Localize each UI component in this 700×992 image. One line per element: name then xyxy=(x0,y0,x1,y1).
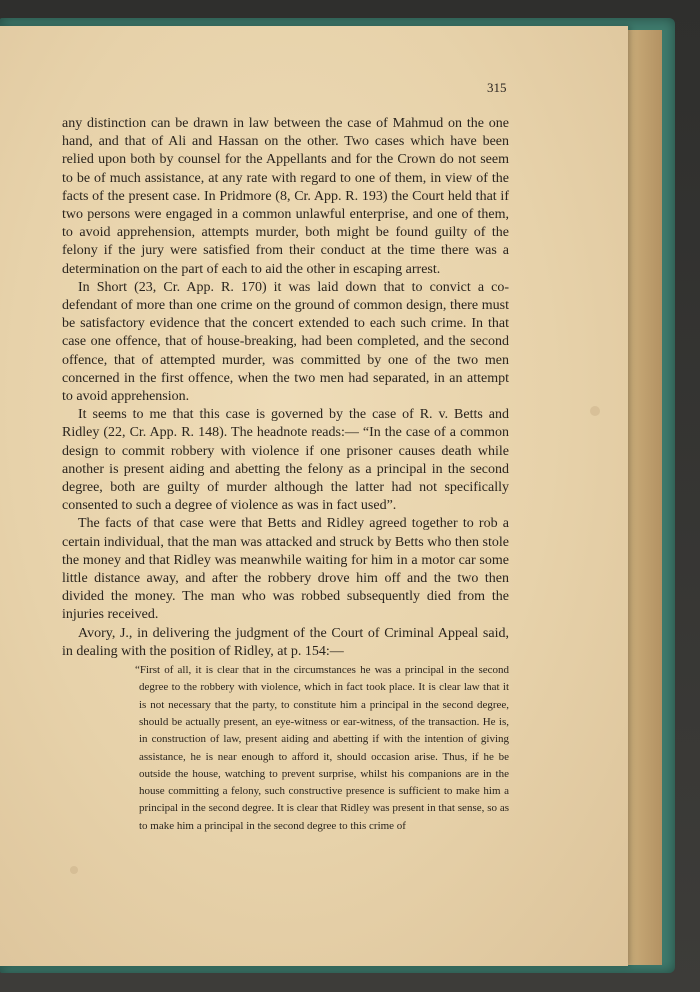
paragraph: In Short (23, Cr. App. R. 170) it was laid down that to convict a co-defendant of more than one crime on the ground of common design, there must be satisfactory evidence that the concert extended to each such crime. In that case one offence, that of house-breaking, had been completed, and the second offence, that of attempted murder, was committed by one of the two men concerned in the first offence, when the two men had separated, in an attempt to avoid apprehension. xyxy=(62,279,509,405)
paragraph: The facts of that case were that Betts and Ridley agreed together to rob a certain individual, that the man was attacked and struck by Betts who then stole the money and that Ridley was meanwhile waiting for him in a motor car some little distance away, and after the robbery drove him off and the two then divided the money. The man who was robbed subsequently died from the injuries received. xyxy=(62,516,509,623)
paper-stain xyxy=(590,406,600,416)
paragraph: It seems to me that this case is governed by the case of R. v. Betts and Ridley (22, Cr. App. R. 148). The headnote reads:— “In the case of a common design to commit robbery with violence if one prisoner causes death while another is present aiding and abetting the felony as a principal in the second degree, both are guilty of murder although the latter had not specifically consented to such a degree of violence as was in fact used”. xyxy=(62,407,509,514)
paragraph: Avory, J., in delivering the judgment of the Court of Criminal Appeal said, in dealing with the position of Ridley, at p. 154:— xyxy=(62,625,509,659)
page-body xyxy=(62,115,509,835)
block-quote: “First of all, it is clear that in the circumstances he was a principal in the second degree to the robbery with violence, which in fact took place. It is clear law that it is not necessary that the party, to constitute him a principal in the second degree, should be actually present, an eye-witness or ear-witness, of the transaction. He is, in construction of law, present aiding and abetting if with the intention of giving assistance, he is near enough to afford it, should occasion arise. Thus, if he be outside the house, watching to prevent surprise, whilst his companions are in the house committing a felony, such constructive presence is sufficient to make him a principal in the second degree. It is clear that Ridley was present in that sense, so as to make him a principal in the second degree to this crime of xyxy=(135,664,509,832)
paragraph: any distinction can be drawn in law between the case of Mahmud on the one hand, and that of Ali and Hassan on the other. Two cases which have been relied upon both by counsel for the Appellants and for the Crown do not seem to be of much assistance, at any rate with regard to one of them, in view of the facts of the present case. In Pridmore (8, Cr. App. R. 193) the Court held that if two persons were engaged in a common unlawful enterprise, and one of them, to avoid apprehension, attempts murder, both might be found guilty of the felony if the jury were satisfied from their conduct at the time there was a determination on the part of each to aid the other in escaping arrest. xyxy=(62,116,509,277)
page-number: 315 xyxy=(487,80,507,95)
paper-stain xyxy=(70,866,78,874)
